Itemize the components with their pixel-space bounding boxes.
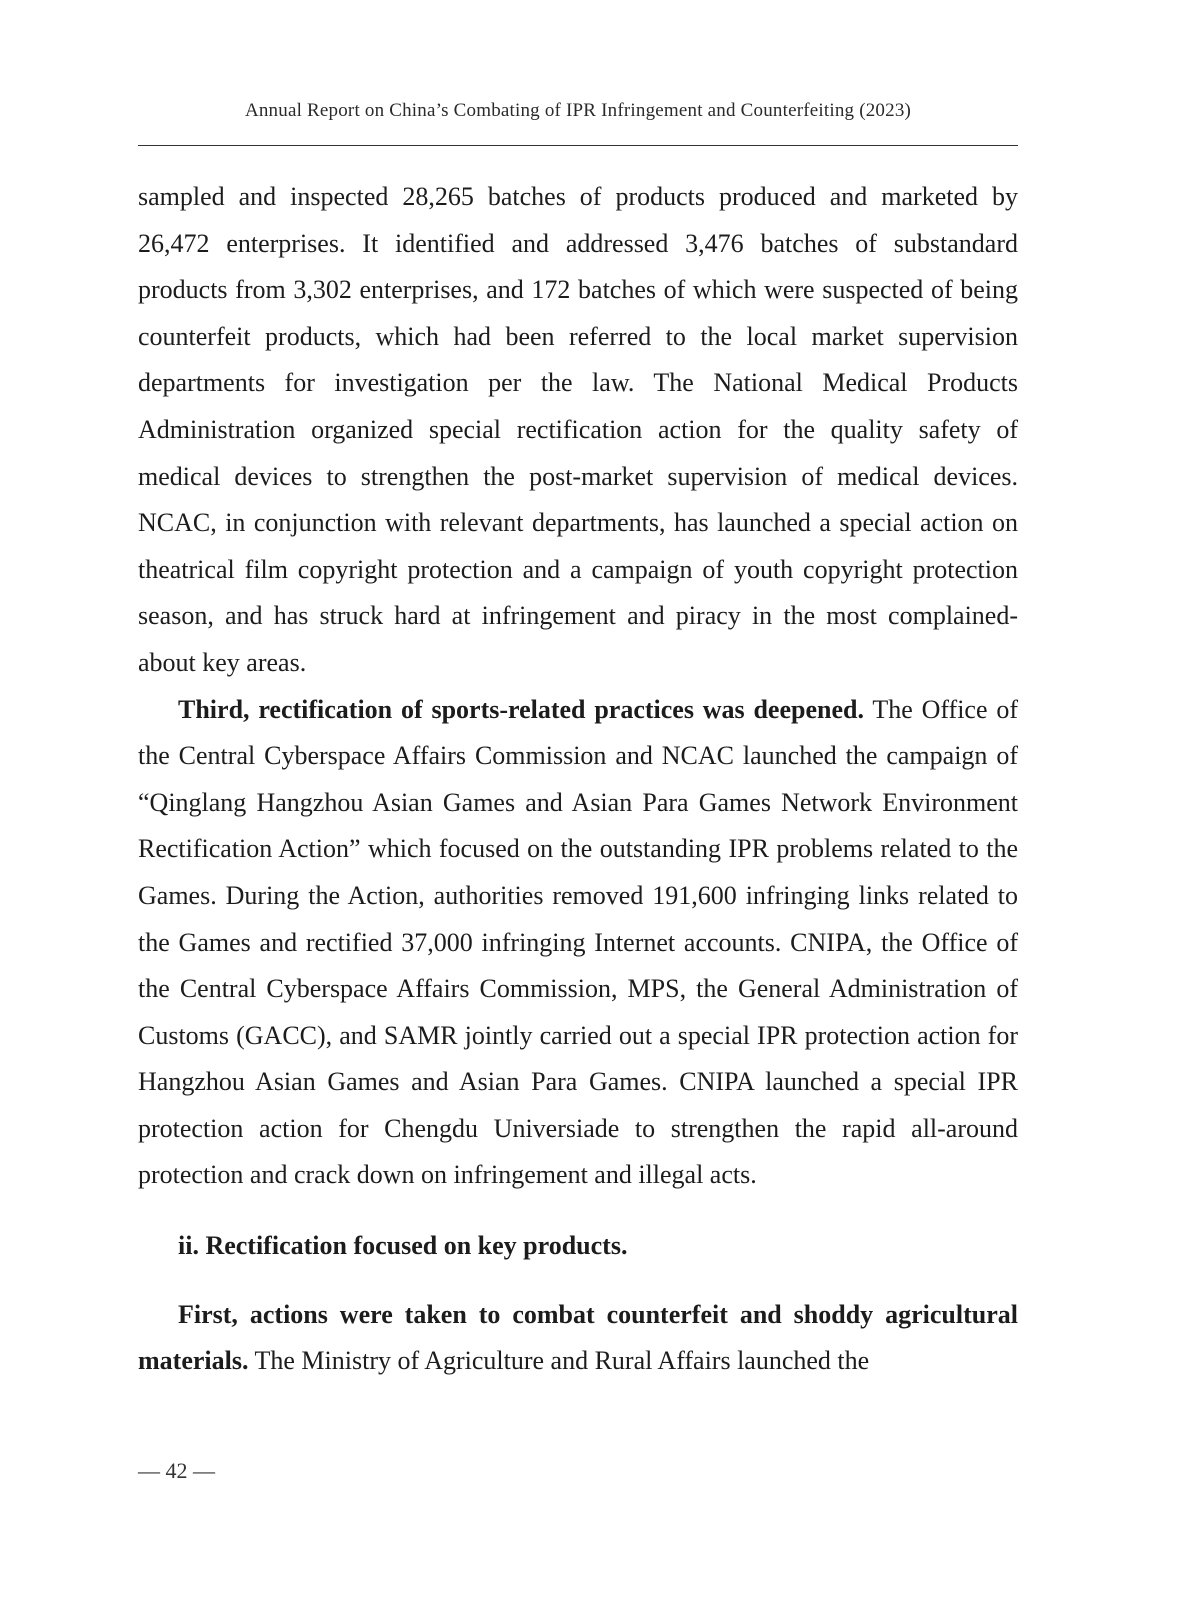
paragraph-lead: First, actions were taken to combat counterfeit and shoddy agricultural materials. [138, 1299, 1018, 1376]
body-text [138, 174, 1018, 1385]
section-heading: ii. Rectification focused on key products. [178, 1231, 628, 1261]
paragraph-text: The Office of the Central Cyberspace Affairs Commission and NCAC launched the campaign of “Qinglang Hangzhou Asian Games and Asian Para Games Network Environment Rectification Action” which focused on the outstanding IPR problems related to the Games. During the Action, authorities removed 191,600 infringing links related to the Games and rectified 37,000 infringing Internet accounts. CNIPA, the Office of the Central Cyberspace Affairs Commission, MPS, the General Administration of Customs (GACC), and SAMR jointly carried out a special IPR protection action for Hangzhou Asian Games and Asian Para Games. CNIPA launched a special IPR protection action for Chengdu Universiade to strengthen the rapid all-around protection and crack down on infringement and illegal acts. [138, 694, 1018, 1190]
paragraph-continued [138, 174, 1018, 687]
paragraph-sports-rectification [138, 687, 1018, 1200]
paragraph-text: The Ministry of Agriculture and Rural Affairs launched the [248, 1346, 870, 1376]
page-number: — 42 — [138, 1458, 215, 1483]
paragraph-lead: Third, rectification of sports-related practices was deepened. [178, 694, 864, 724]
header-rule [138, 145, 1018, 146]
running-header: Annual Report on China’s Combating of IPR Infringement and Counterfeiting (2023) [244, 100, 912, 121]
paragraph-text: sampled and inspected 28,265 batches of products produced and marketed by 26,472 enterprises. It identified and addressed 3,476 batches of substandard products from 3,302 enterprises, and 172 batches of which were suspected of being counterfeit products, which had been referred to the local market supervision departments for investigation per the law. The National Medical Products Administration organized special rectification action for the quality safety of medical devices to strengthen the post-market supervision of medical devices. NCAC, in conjunction with relevant departments, has launched a special action on theatrical film copyright protection and a campaign of youth copyright protection season, and has struck hard at infringement and piracy in the most complained-about key areas. [138, 182, 1018, 677]
paragraph-agricultural-materials [138, 1292, 1018, 1385]
